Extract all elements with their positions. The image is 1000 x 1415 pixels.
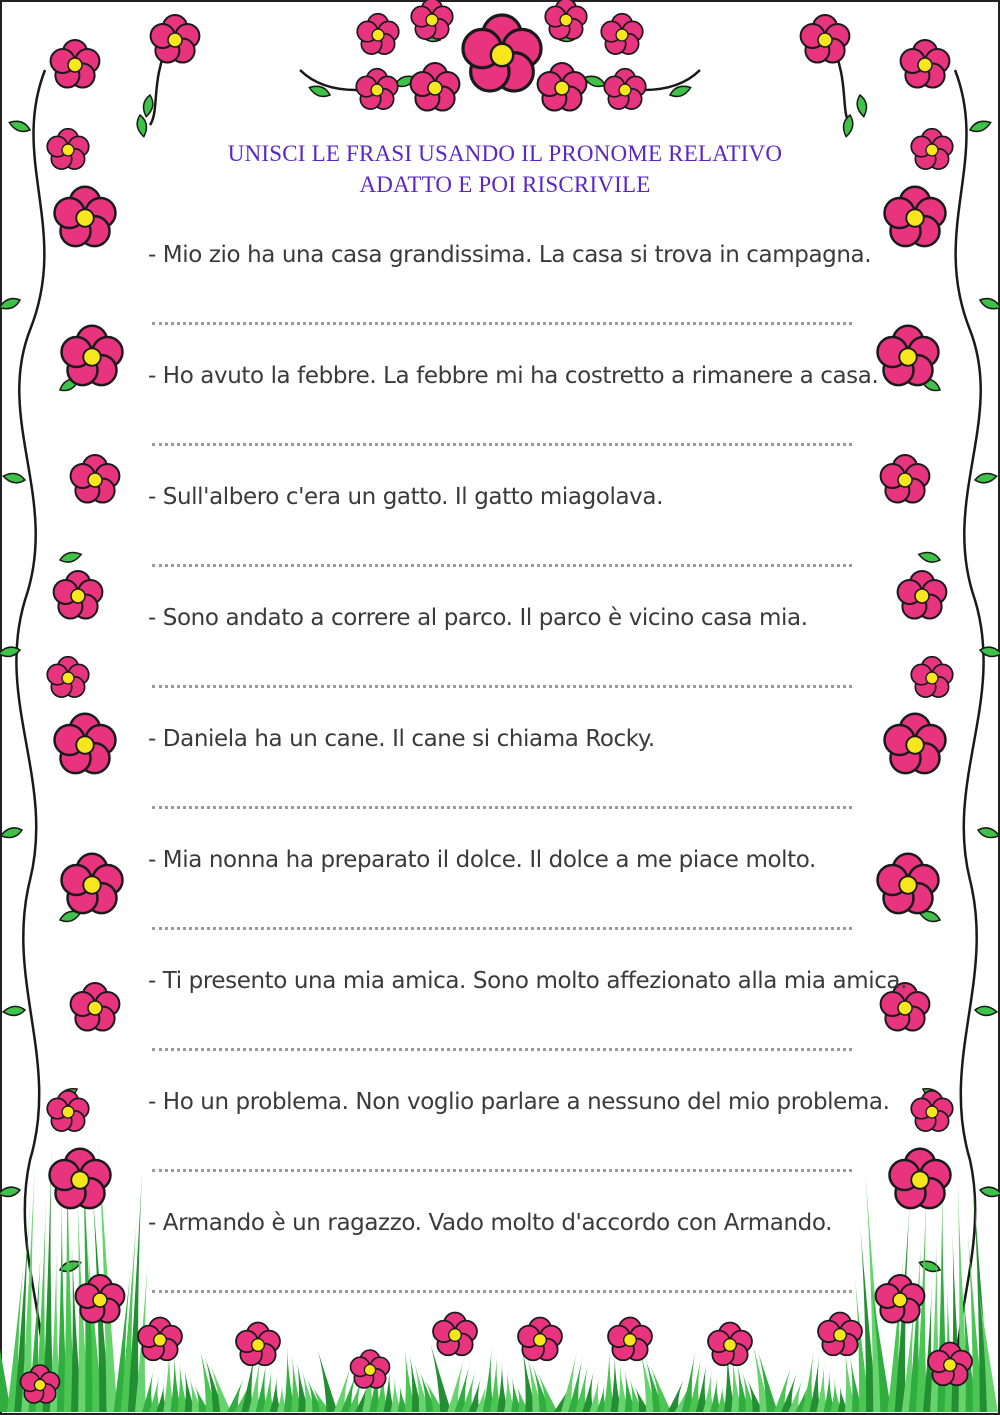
flower-icon [878, 326, 939, 385]
flower-icon [76, 1275, 125, 1323]
flower-icon [411, 0, 452, 39]
flower-icon [50, 1149, 111, 1208]
flower-icon [55, 714, 116, 773]
flower-icon [350, 1350, 389, 1388]
leaf-icon [977, 826, 1000, 840]
leaf-icon [142, 94, 155, 117]
leaf-icon [856, 94, 869, 117]
flower-icon [890, 1149, 951, 1208]
answer-line-8[interactable] [152, 1169, 852, 1172]
exercise-sentence-2: - Ho avuto la febbre. La febbre mi ha costretto a rimanere a casa. [148, 363, 879, 389]
flower-icon [151, 15, 200, 63]
leaf-icon [0, 826, 23, 840]
flower-icon [62, 326, 123, 385]
exercise-sentence-4: - Sono andato a correre al parco. Il parco è vicino casa mia. [148, 605, 808, 631]
answer-line-2[interactable] [152, 443, 852, 446]
flower-icon [601, 14, 642, 54]
page-title-line-1: UNISCI LE FRASI USANDO IL PRONOME RELATIVO [227, 141, 783, 166]
flower-icon [801, 15, 850, 63]
flower-icon [356, 69, 397, 109]
page-title-line-2: ADATTO E POI RISCRIVILE [359, 172, 651, 197]
flower-icon [604, 69, 645, 109]
leaf-icon [8, 118, 32, 134]
leaf-icon [0, 296, 22, 312]
flower-icon [47, 657, 88, 697]
flower-icon [881, 455, 930, 503]
flower-icon [357, 14, 398, 54]
answer-line-6[interactable] [152, 927, 852, 930]
answer-line-4[interactable] [152, 685, 852, 688]
answer-line-7[interactable] [152, 1048, 852, 1051]
flower-icon [411, 63, 460, 111]
leaf-icon [975, 1006, 998, 1017]
flower-icon [62, 854, 123, 913]
vine-stem [955, 70, 984, 1400]
leaf-icon [978, 296, 1000, 312]
flower-icon [71, 455, 120, 503]
flower-icon [911, 1091, 952, 1131]
flower-icon [538, 63, 587, 111]
leaf-icon [968, 118, 992, 134]
answer-line-9[interactable] [152, 1290, 852, 1293]
flower-icon [545, 0, 586, 39]
flower-icon [818, 1313, 862, 1356]
leaf-icon [842, 114, 855, 137]
flower-icon [51, 40, 100, 88]
leaf-icon [59, 550, 83, 564]
flower-icon [901, 40, 950, 88]
exercise-sentence-9: - Armando è un ragazzo. Vado molto d'accordo con Armando. [148, 1210, 833, 1236]
flower-icon [71, 983, 120, 1031]
answer-line-1[interactable] [152, 322, 852, 325]
leaf-icon [136, 114, 149, 137]
exercise-sentence-7: - Ti presento una mia amica. Sono molto affezionato alla mia amica. [148, 968, 908, 994]
leaf-icon [974, 472, 997, 485]
flower-icon [518, 1318, 562, 1361]
exercise-sentence-3: - Sull'albero c'era un gatto. Il gatto miagolava. [148, 484, 663, 510]
flower-icon [885, 714, 946, 773]
flower-icon [878, 854, 939, 913]
flower-icon [708, 1323, 752, 1366]
flower-icon [47, 1091, 88, 1131]
leaf-icon [0, 1186, 21, 1199]
leaf-icon [979, 1186, 1000, 1199]
flower-icon [898, 571, 947, 619]
leaf-icon [918, 550, 942, 564]
leaf-icon [3, 472, 26, 485]
vine-stem [16, 70, 45, 1400]
flower-icon [54, 571, 103, 619]
flower-icon [911, 657, 952, 697]
flower-icon [608, 1318, 652, 1361]
answer-line-5[interactable] [152, 806, 852, 809]
leaf-icon [3, 1006, 26, 1017]
exercise-sentence-5: - Daniela ha un cane. Il cane si chiama Rocky. [148, 726, 655, 752]
flower-icon [236, 1323, 280, 1366]
answer-line-3[interactable] [152, 564, 852, 567]
exercise-sentence-1: - Mio zio ha una casa grandissima. La casa si trova in campagna. [148, 242, 872, 268]
flower-icon [463, 15, 541, 91]
exercise-sentence-6: - Mia nonna ha preparato il dolce. Il dolce a me piace molto. [148, 847, 816, 873]
flower-icon [433, 1313, 477, 1356]
flower-icon [876, 1275, 925, 1323]
exercise-sentence-8: - Ho un problema. Non voglio parlare a nessuno del mio problema. [148, 1089, 890, 1115]
leaf-icon [918, 1258, 942, 1274]
